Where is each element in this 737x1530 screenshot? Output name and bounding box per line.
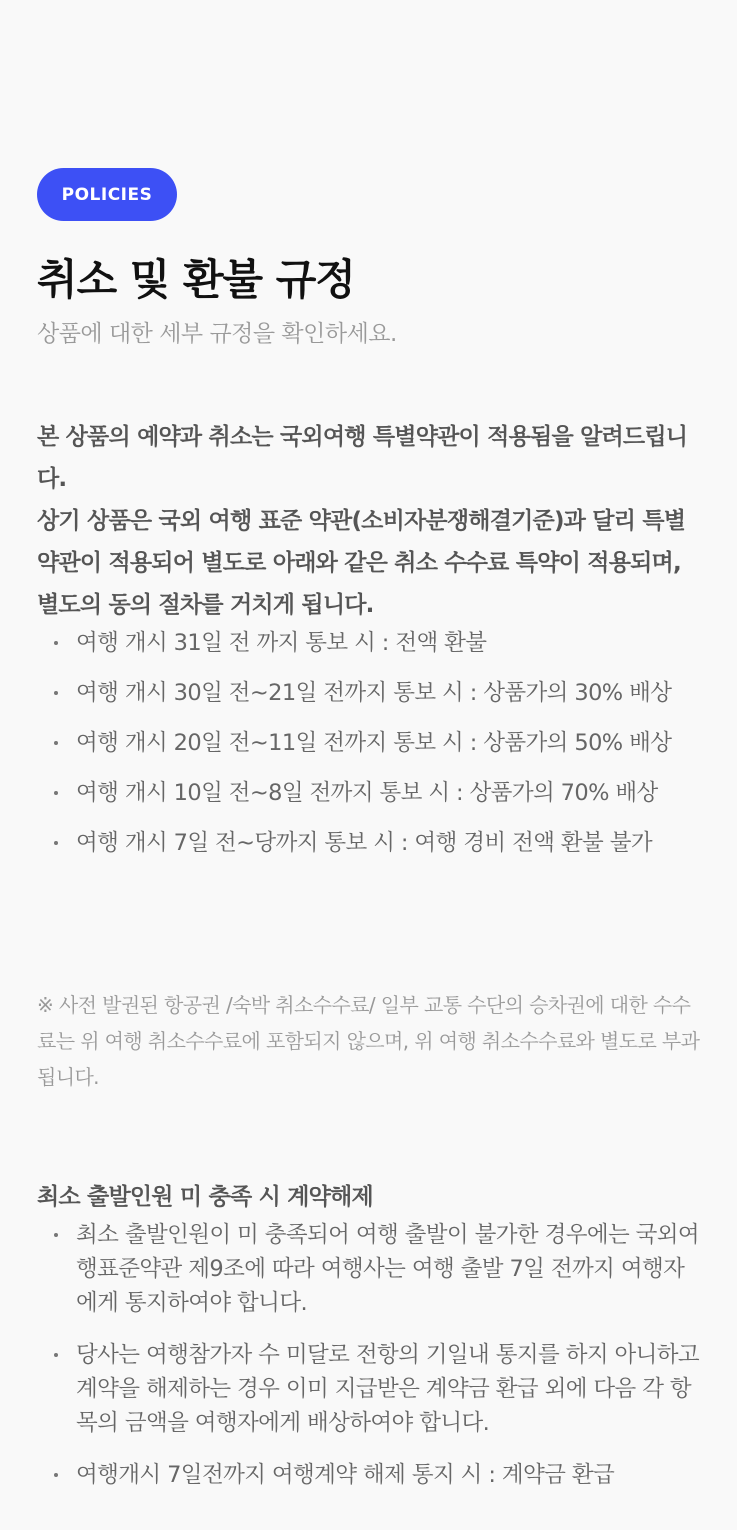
intro-text [37,416,705,626]
min-participants-title: 최소 출발인원 미 충족 시 계약해제 [37,1184,373,1210]
refund-rule-text: 여행 개시 10일 전~8일 전까지 통보 시 : 상품가의 70% 배상 [76,780,658,806]
fee-notice: ※ 사전 발권된 항공권 /숙박 취소수수료/ 일부 교통 수단의 승차권에 대한 수수료는 위 여행 취소수수료에 포함되지 않으며, 위 여행 취소수수료와 별도로 부과됩니다. [37,993,700,1089]
min-participants-text: 당사는 여행참가자 수 미달로 전항의 기일내 통지를 하지 아니하고 계약을 해제하는 경우 이미 지급받은 계약금 환급 외에 다음 각 항목의 금액을 여행자에게 배상하여야 합니다. [76,1342,700,1436]
page-subtitle: 상품에 대한 세부 규정을 확인하세요. [37,321,397,347]
list-item [37,626,705,660]
bullet-icon [54,1473,58,1477]
intro-paragraph-1: 본 상품의 예약과 취소는 국외여행 특별약관이 적용됨을 알려드립니다. [37,424,688,492]
list-item [37,1458,705,1492]
bullet-icon [54,791,58,795]
intro-paragraph-2: 상기 상품은 국외 여행 표준 약관(소비자분쟁해결기준)과 달리 특별 약관이 적용되어 별도로 아래와 같은 취소 수수료 특약이 적용되며, 별도의 동의 절차를 거치게 됩니다. [37,508,686,618]
policies-badge: POLICIES [37,168,177,221]
bullet-icon [54,1233,58,1237]
list-item [37,826,705,860]
list-item [37,1338,705,1440]
page-title: 취소 및 환불 규정 [37,255,355,304]
bullet-icon [54,1353,58,1357]
bullet-icon [54,691,58,695]
bullet-icon [54,741,58,745]
list-item [37,776,705,810]
bullet-icon [54,641,58,645]
list-item [37,676,705,710]
list-item [37,726,705,760]
refund-rules-list [37,626,705,876]
bullet-icon [54,841,58,845]
min-participants-text: 여행개시 7일전까지 여행계약 해제 통지 시 : 계약금 환급 [76,1462,615,1488]
refund-rule-text: 여행 개시 31일 전 까지 통보 시 : 전액 환불 [76,630,487,656]
min-participants-list [37,1218,705,1510]
min-participants-text: 최소 출발인원이 미 충족되어 여행 출발이 불가한 경우에는 국외여행표준약관 제9조에 따라 여행사는 여행 출발 7일 전까지 여행자에게 통지하여야 합니다. [76,1222,700,1316]
refund-rule-text: 여행 개시 20일 전~11일 전까지 통보 시 : 상품가의 50% 배상 [76,730,672,756]
refund-rule-text: 여행 개시 30일 전~21일 전까지 통보 시 : 상품가의 30% 배상 [76,680,672,706]
list-item [37,1218,705,1320]
refund-rule-text: 여행 개시 7일 전~당까지 통보 시 : 여행 경비 전액 환불 불가 [76,830,652,856]
